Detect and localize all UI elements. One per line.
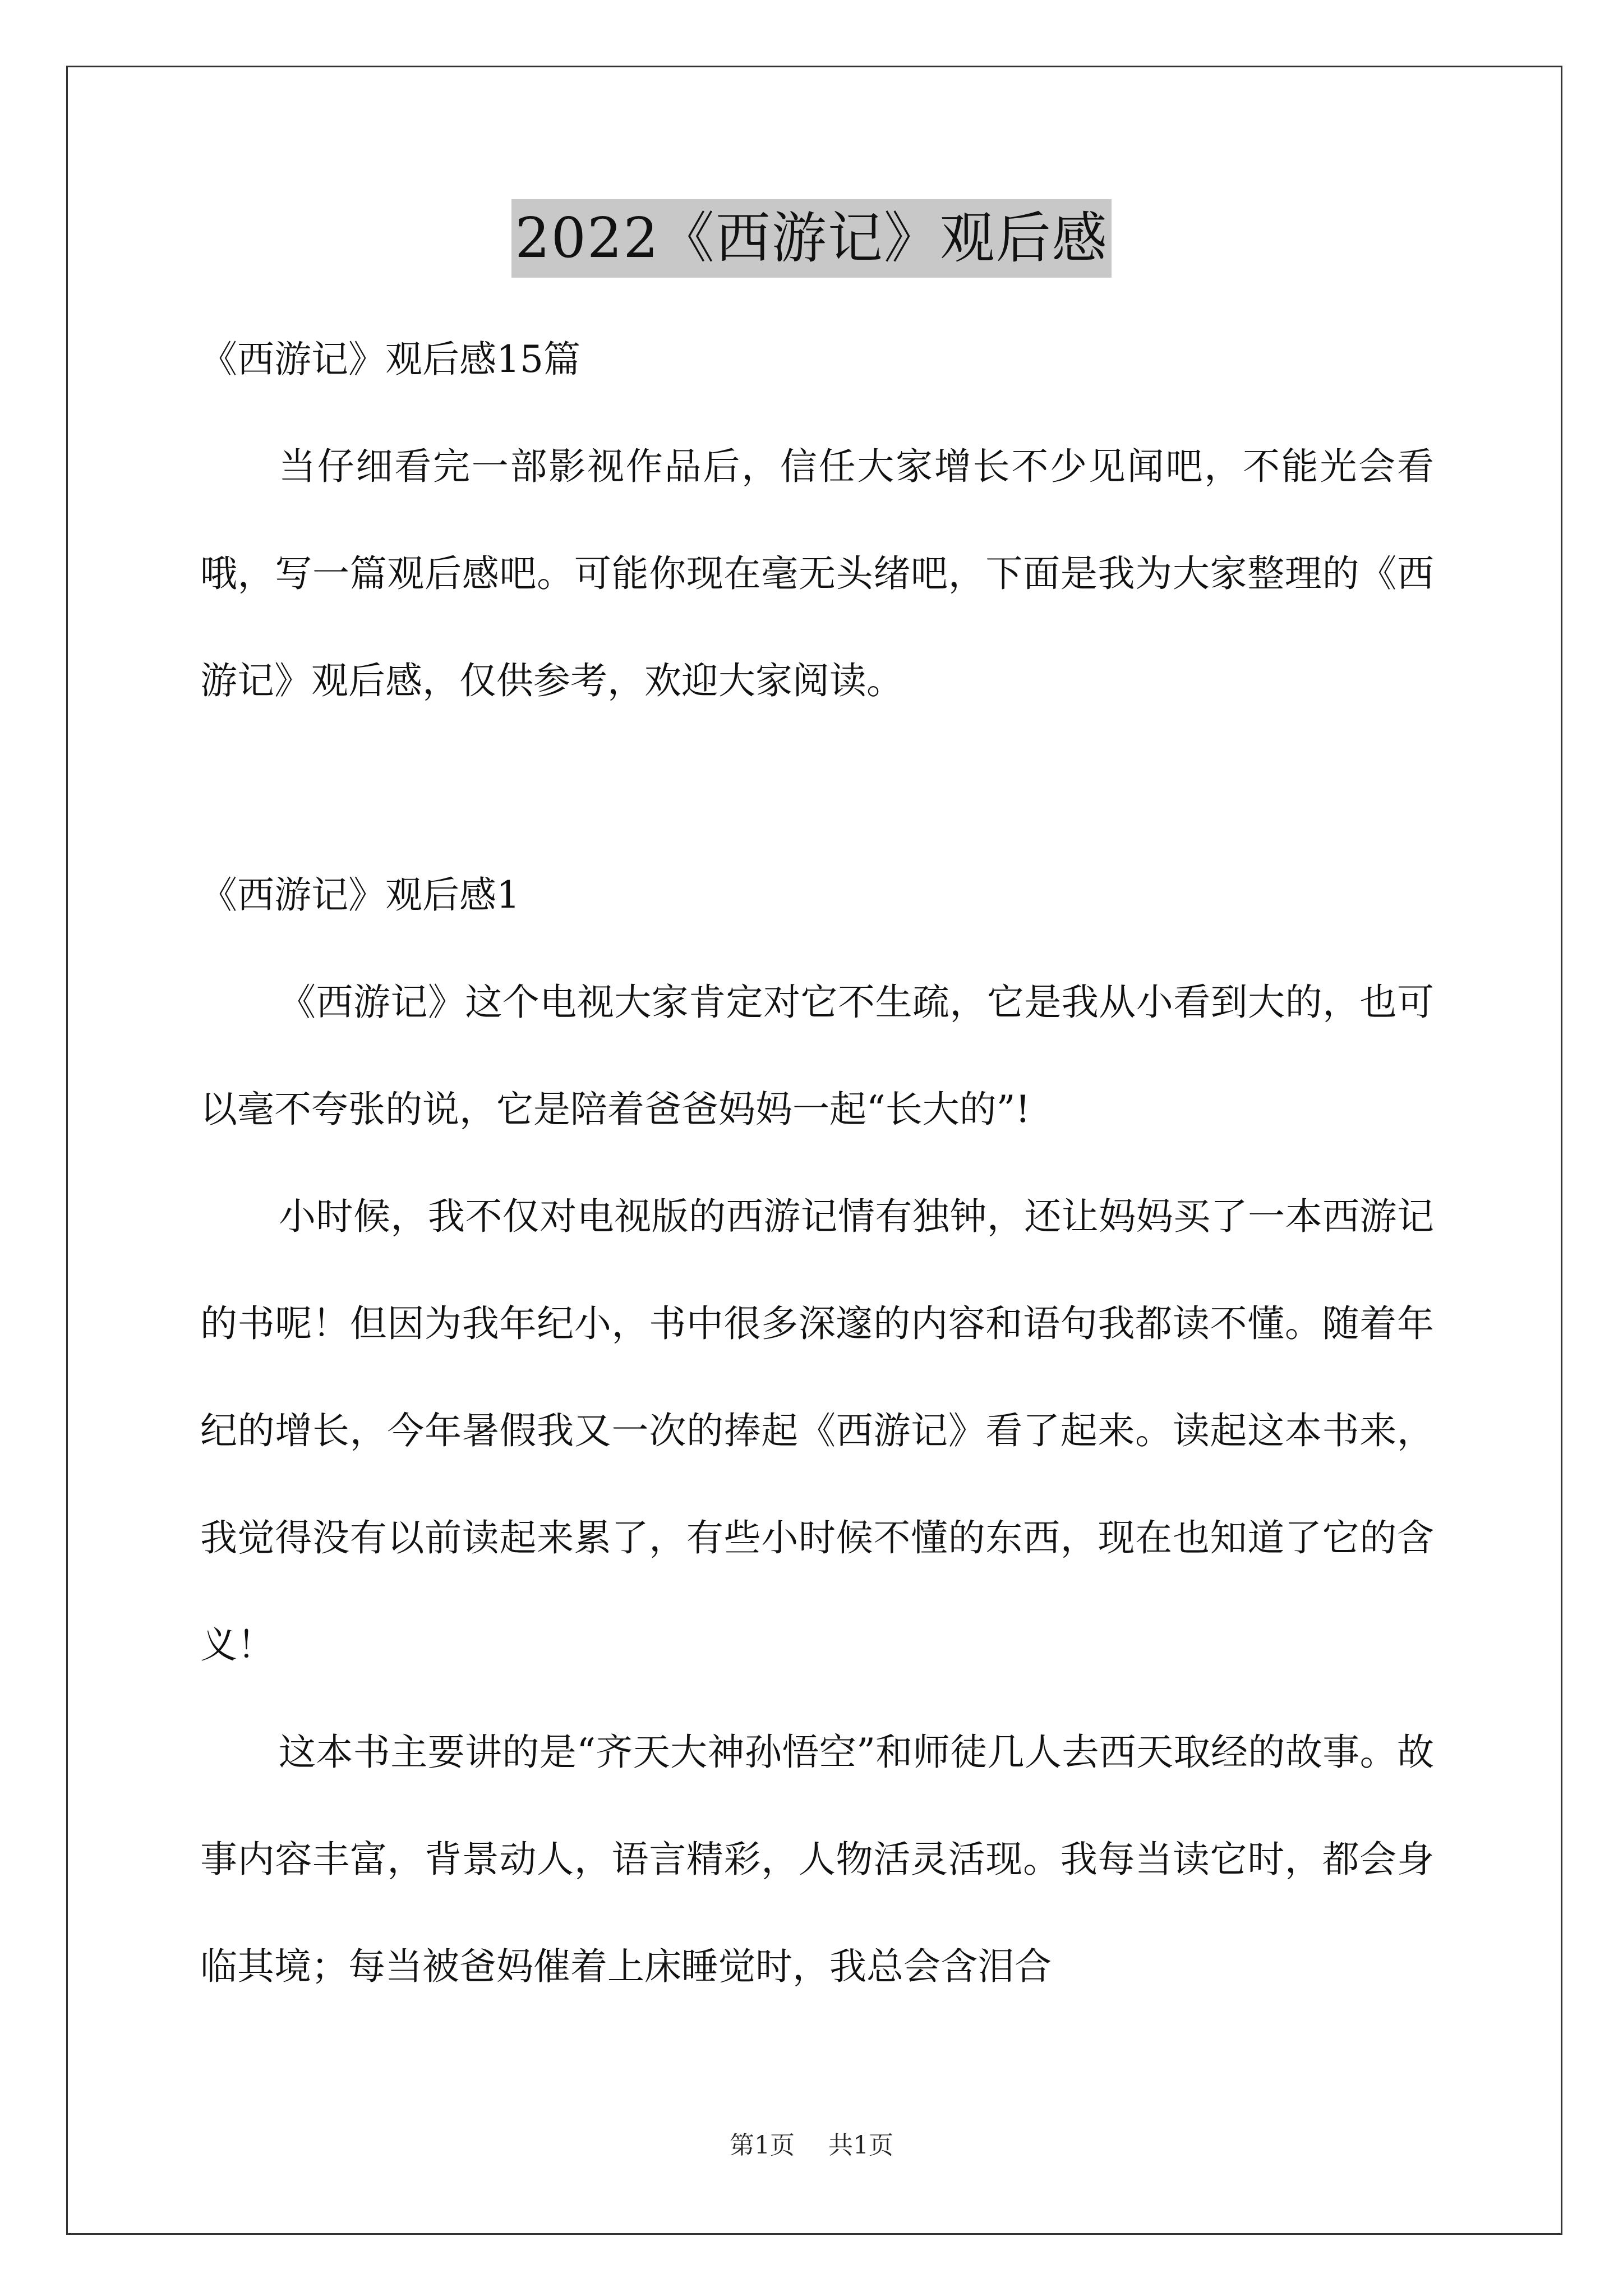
intro-paragraph: 当仔细看完一部影视作品后，信任大家增长不少见闻吧，不能光会看哦，写一篇观后感吧。可能你现在毫无头绪吧，下面是我为大家整理的《西游记》观后感，仅供参考，欢迎大家阅读。 (200, 445, 1434, 702)
page-number-total: 共1页 (828, 2131, 893, 2160)
document-title: 2022《西游记》观后感 (511, 199, 1111, 278)
body-paragraph-2: 小时候，我不仅对电视版的西游记情有独钟，还让妈妈买了一本西游记的书呢！但因为我年纪小，书中很多深邃的内容和语句我都读不懂。随着年纪的增长，今年暑假我又一次的捧起《西游记》看了起来。读起这本书来，我觉得没有以前读起来累了，有些小时候不懂的东西，现在也知道了它的含义！ (200, 1195, 1434, 1667)
title-container (0, 199, 1623, 278)
section-spacer (200, 734, 1434, 841)
document-body (200, 306, 1434, 2020)
body-paragraph-3: 这本书主要讲的是“齐天大神孙悟空”和师徒几人去西天取经的故事。故事内容丰富，背景动人，语言精彩，人物活灵活现。我每当读它时，都会身临其境；每当被爸妈催着上床睡觉时，我总会含泪合 (200, 1731, 1434, 1988)
section-heading: 《西游记》观后感1 (200, 873, 520, 917)
body-paragraph-1: 《西游记》这个电视大家肯定对它不生疏，它是我从小看到大的，也可以毫不夸张的说，它是陪着爸爸妈妈一起“长大的”! (200, 981, 1434, 1131)
document-subtitle: 《西游记》观后感15篇 (200, 338, 580, 381)
page-number-current: 第1页 (730, 2131, 795, 2160)
page-footer (0, 2129, 1623, 2162)
